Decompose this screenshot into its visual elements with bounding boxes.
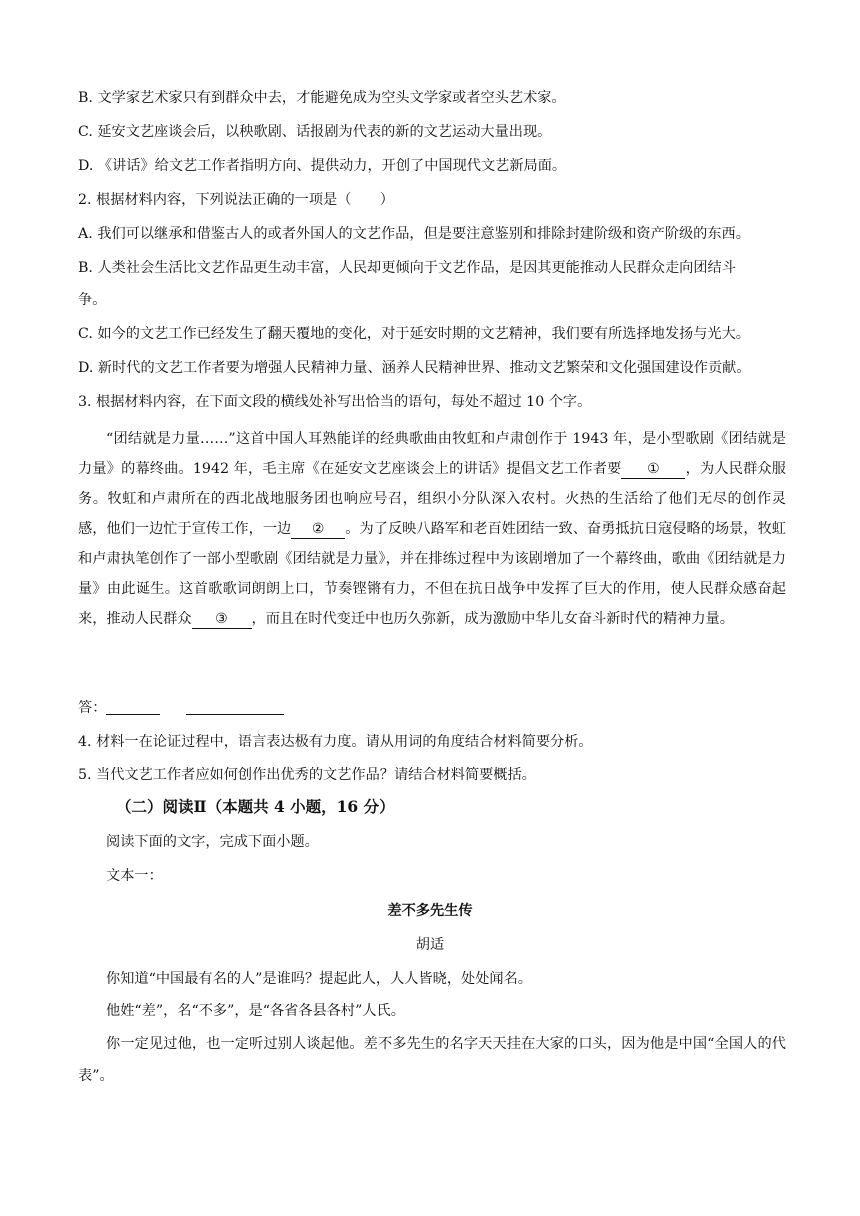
q1-option-c: C. 延安文艺座谈会后，以秧歌剧、话报剧为代表的新的文艺运动大量出现。 (78, 124, 552, 140)
q5: 5. 当代文艺工作者应如何创作出优秀的文艺作品？请结合材料简要概括。 (78, 767, 536, 783)
article-para-3: 你一定见过他，也一定听过别人谈起他。差不多先生的名字天天挂在大家的口头，因为他是中国“全国人的代表”。 (78, 1036, 786, 1084)
article-para-1: 你知道“中国最有名的人”是谁吗？提起此人，人人皆晓，处处闻名。 (106, 971, 532, 987)
article-title: 差不多先生传 (387, 903, 473, 919)
q3-passage (78, 424, 786, 634)
q2-option-d: D. 新时代的文艺工作者要为增强人民精神力量、涵养人民精神世界、推动文艺繁荣和文化强国建设作贡献。 (78, 360, 751, 376)
text-one-label: 文本一： (106, 868, 163, 884)
answer-blank-3[interactable] (232, 700, 284, 715)
q3-stem: 3. 根据材料内容，在下面文段的横线处补写出恰当的语句，每处不超过 10 个字。 (78, 394, 592, 410)
q2-stem: 2. 根据材料内容，下列说法正确的一项是（ ） (78, 192, 394, 208)
section-2-title: （二）阅读Ⅱ（本题共 4 小题，16 分） (116, 797, 395, 816)
q3-passage-part4: ，而且在时代变迁中也历久弥新，成为激励中华儿女奋斗新时代的精神力量。 (251, 611, 734, 627)
q1-option-b: B. 文学家艺术家只有到群众中去，才能避免成为空头文学家或者空头艺术家。 (78, 90, 566, 106)
blank-1[interactable]: ① (621, 460, 685, 479)
q4: 4. 材料一在论证过程中，语言表达极有力度。请从用词的角度结合材料简要分析。 (78, 734, 593, 750)
article-para-2: 他姓“差”，名“不多”，是“各省各县各村”人氏。 (106, 1003, 405, 1019)
answer-blank-2[interactable] (186, 700, 232, 715)
blank-2[interactable]: ② (291, 520, 345, 539)
answer-blank-1[interactable] (106, 700, 160, 715)
q1-option-d: D. 《讲话》给文艺工作者指明方向、提供动力，开创了中国现代文艺新局面。 (78, 158, 567, 174)
answer-label: 答： (78, 700, 107, 716)
q2-option-c: C. 如今的文艺工作已经发生了翻天覆地的变化，对于延安时期的文艺精神，我们要有所选择地发扬与光大。 (78, 326, 750, 342)
blank-3[interactable]: ③ (192, 610, 252, 629)
q3-passage-part2: ，为人民群众服务。牧虹和卢肃所在的西北战地服务团也响应号召，组织小分队深入农村。火热的生活给了他们无尽的创作灵感，他们一边忙于宣传工作，一边 (78, 461, 786, 537)
q2-option-b-line1: B. 人类社会生活比文艺作品更生动丰富，人民却更倾向于文艺作品，是因其更能推动人民群众走向团结斗 (78, 260, 736, 276)
q3-passage-part3: 。为了反映八路军和老百姓团结一致、奋勇抵抗日寇侵略的场景，牧虹和卢肃执笔创作了一部小型歌剧《团结就是力量》，并在排练过程中为该剧增加了一个幕终曲，歌曲《团结就是力量》由此诞生。这首歌歌词朗朗上口，节奏铿锵有力，不但在抗日战争中发挥了巨大的作用，使人民群众感奋起来，推动人民群众 (78, 521, 786, 627)
q3-passage-part1: “团结就是力量……”这首中国人耳熟能详的经典歌曲由牧虹和卢肃创作于 1943 年，是小型歌剧《团结就是力量》的幕终曲。1942 年，毛主席《在延安文艺座谈会上的讲话》提倡文艺工作者要 (78, 431, 786, 477)
q2-option-a: A. 我们可以继承和借鉴古人的或者外国人的文艺作品，但是要注意鉴别和排除封建阶级和资产阶级的东西。 (78, 226, 750, 242)
section-2-instruction: 阅读下面的文字，完成下面小题。 (106, 834, 319, 850)
q3-answer-line (78, 698, 284, 718)
article-author: 胡适 (415, 937, 445, 953)
q2-option-b-line2: 争。 (78, 292, 107, 308)
